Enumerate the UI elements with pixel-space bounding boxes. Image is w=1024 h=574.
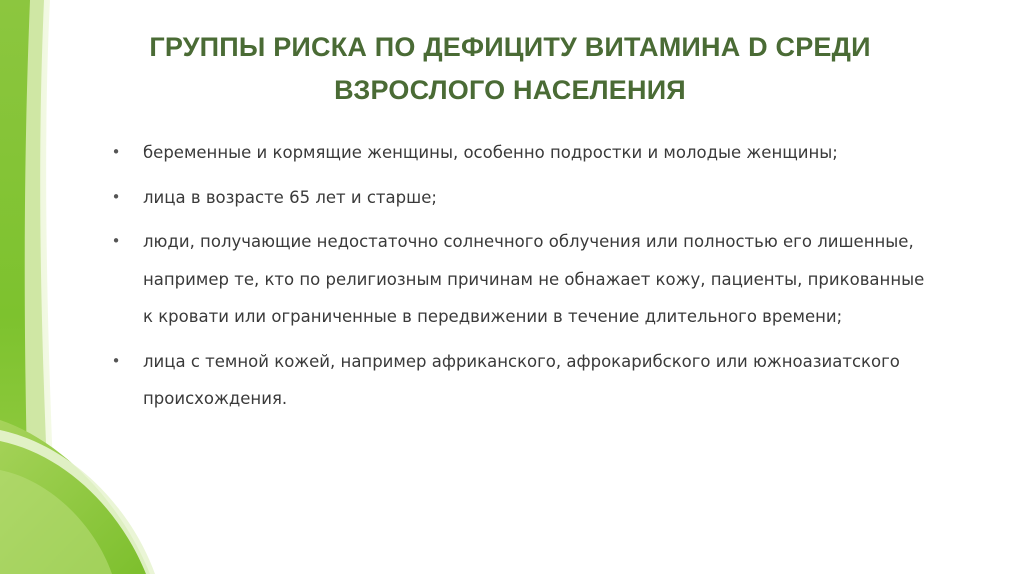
list-item — [110, 223, 970, 336]
list-item-text-line-1: люди, получающие недостаточно солнечного облучения или полностью его лишенные, — [143, 232, 914, 251]
list-item-text-line-2: например те, кто по религиозным причинам не обнажает кожу, пациенты, прикованные — [143, 269, 925, 289]
slide-title-line-2: ВЗРОСЛОГО НАСЕЛЕНИЯ — [334, 75, 686, 105]
list-item-text: беременные и кормящие женщины, особенно подростки и молодые женщины; — [143, 143, 838, 162]
bullet-icon: • — [111, 187, 121, 206]
list-item-text: лица в возрасте 65 лет и старше; — [143, 187, 437, 207]
bullet-icon: • — [111, 232, 121, 250]
list-item-text-line-1: лица с темной кожей, например африканского, афрокарибского или южноазиатского — [143, 351, 900, 371]
list-item — [110, 343, 970, 418]
bullet-icon: • — [111, 351, 121, 370]
list-item — [110, 179, 970, 217]
bullet-icon: • — [111, 143, 121, 161]
list-item-text-line-3: к кровати или ограниченные в передвижении в течение длительного времени; — [143, 307, 843, 326]
slide-title — [100, 26, 920, 112]
slide-title-line-1: ГРУППЫ РИСКА ПО ДЕФИЦИТУ ВИТАМИНА D СРЕДИ — [149, 32, 871, 62]
list-item-text-line-2: происхождения. — [143, 389, 288, 408]
risk-group-list — [110, 134, 970, 425]
list-item — [110, 134, 970, 172]
